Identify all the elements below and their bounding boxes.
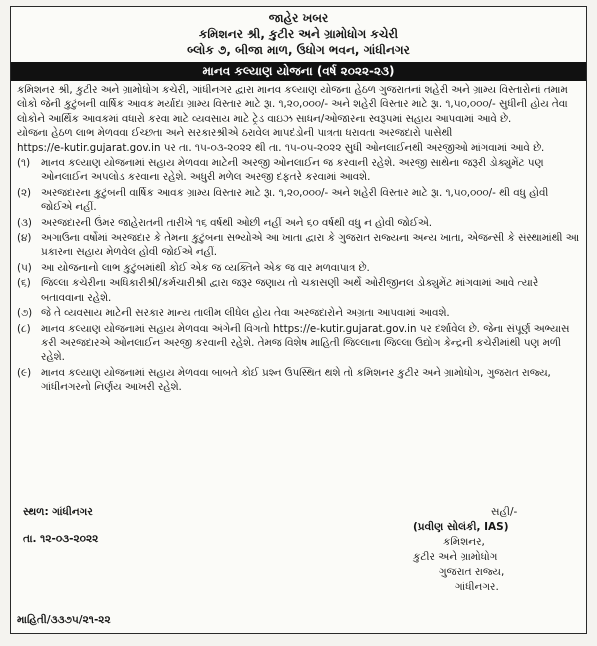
list-item [17,216,580,230]
conditions-list [11,155,586,395]
item-number: (૨) [17,186,32,199]
application-dates: પર તા. ૧૫-૦૩-૨૦૨૨ થી તા. ૧૫-૦૫-૨૦૨૨ સુધી ઓનલાઈનથી અરજીઓ માંગવામાં આવે છે. [163,141,545,154]
reference-number: માહિતી/૩૩૭૫/૨૧-૨૨ [17,614,111,626]
item-text: માનવ કલ્યાણ યોજનામાં સહાય મેળવવા બાબતે કોઈ પ્રશ્ન ઉપસ્થિત થશે તો કમિશનર કુટીર અને ગ્રામોધોગ, ગુજરાત રાજ્ય, ગાંધીનગરનો નિર્ણય આખરી રહેશે. [41,366,551,394]
item-text: માનવ કલ્યાણ યોજનામાં સહાય મેળવવા અંગેની વિગતો https://e-kutir.gujarat.gov.in પર દર્શાવેલ છે. જેના સંપૂર્ણ અભ્યાસ કરી અરજદારએ ઓનલાઈન અરજી કરવાની રહેશે. તેમજ વિશેષ માહિતી જિલ્લાના જિલ્લા ઉદ્યોગ કેન્દ્રની કચેરીમાંથી પણ મળી રહેશે. [41,322,570,364]
item-number: (૩) [17,216,32,229]
date-label: તા. ૧૨-૦૩-૨૦૨૨ [23,533,99,545]
application-text: યોજના હેઠળ લાભ મેળવવા ઈચ્છતા અને સરકારશ્રીએ ઠરાવેલ માપદંડોની પાત્રતા ધરાવતા અરજદારો પાસેથી [17,127,453,140]
scheme-title-banner: માનવ કલ્યાણ યોજના (વર્ષ ૨૦૨૨-૨૩) [11,62,586,81]
signature-mark: સહી/- [491,506,518,518]
list-item [17,231,580,260]
item-number: (૬) [17,277,31,290]
list-item [17,306,580,320]
item-text: જે તે વ્યવસાય માટેની સરકાર માન્ય તાલીમ લીધેલ હોય તેવા અરજદારોને અગ્રતા આપવામાં આવશે. [41,307,450,320]
item-text: અગાઉના વર્ષોમાં અરજદાર કે તેમના કુટુંબના સભ્યોએ આ ખાતા દ્વારા કે ગુજરાત રાજ્યના અન્ય ખાતા, એજન્સી કે સંસ્થામાંથી આ પ્રકારના સહાય મેળવેલ હોવી જોઈએ નહીં. [41,232,579,259]
list-item [17,261,580,275]
item-number: (૧) [17,157,31,170]
item-number: (૭) [17,307,33,320]
place-label: સ્થળ: ગાંધીનગર [23,506,93,518]
item-text: આ યોજનાનો લાભ કુટુંબમાંથી કોઈ એક જ વ્યક્તિને એક જ વાર મળવાપાત્ર છે. [41,261,370,274]
item-text: જિલ્લા કચેરીના અધિકારીશ્રી/કર્મચારીશ્રી દ્વારા જરૂર જણાય તો ચકાસણી અર્થે ઓરીજીનલ ડોક્યુમેંટ માંગવામાં આવે ત્યારે બતાવવાના રહેશે. [41,277,539,304]
list-item [17,322,580,365]
item-text: અરજદારના કુટુંબની વાર્ષિક આવક ગ્રામ્ય વિસ્તાર માટે રૂા. ૧,૨૦,૦૦૦/- અને શહેરી વિસ્તાર માટે રૂા. ૧,૫૦,૦૦૦/- થી વધુ હોવી જોઈએ નહીં. [41,186,549,214]
signer-state: ગુજરાત રાજ્ય, [439,566,505,578]
portal-link[interactable]: https://e-kutir.gujarat.gov.in [17,141,161,154]
signature-block [403,505,583,595]
office-address: બ્લોક ૭, બીજા માળ, ઉધોગ ભવન, ગાંધીનગર [187,43,410,57]
signer-department: કુટીર અને ગ્રામોધોગ [413,551,498,563]
item-number: (૯) [17,366,32,379]
list-item [17,366,580,395]
notice-header [11,7,586,58]
signer-name: (પ્રવીણ સોલંકી, IAS) [413,521,509,533]
signer-city: ગાંધીનગર. [455,581,499,593]
item-number: (૮) [17,322,31,335]
item-number: (૪) [17,232,32,245]
list-item [17,276,580,305]
application-paragraph [17,126,580,155]
office-name: કમિશનર શ્રી, કુટીર અને ગ્રામોધોગ કચેરી [198,27,399,41]
notice-heading: જાહેર ખબર [268,11,329,25]
list-item [17,186,580,215]
intro-paragraph: કમિશનર શ્રી, કુટીર અને ગ્રામોધોગ કચેરી, ગાંધીનગર દ્વારા માનવ કલ્યાણ યોજના હેઠળ ગુજરાતનાં શહેરી અને ગ્રામ્ય વિસ્તારોનાં તમામ લોકો જેની કુટુંબની વાર્ષિક આવક મર્યાદા ગ્રામ્ય વિસ્તાર માટે રૂા. ૧,૨૦,૦૦૦/- અને શહેરી વિસ્તાર માટે રૂા. ૧,૫૦,૦૦૦/- સુધીની હોય તેવા લોકોને આર્થિક આવકમાં વધારો કરવા માટે વ્યવસાય માટે ટ્રેડ વાઇઝ સાધન/ઓજારના સ્વરૂપમાં સહાય આપવામાં આવે છે. [17,84,568,125]
item-number: (૫) [17,261,32,274]
intro-section [11,81,586,155]
place-date-block [17,505,229,547]
notice-page [10,6,587,634]
item-text: અરજદારની ઉંમર જાહેરાતની તારીખે ૧૬ વર્ષથી ઓછી નહીં અને ૬૦ વર્ષથી વધુ ન હોવી જોઈએ. [41,216,432,229]
list-item [17,156,580,185]
item-text: માનવ કલ્યાણ યોજનામાં સહાય મેળવવા માટેની અરજી ઓનલાઈન જ કરવાની રહેશે. અરજી સાથેના જરૂરી ડોક્યુમેંટ પણ ઓનલાઈન અપલોડ કરવાના રહેશે. અધુરી મળેલ અરજી દફતરે કરવામાં આવશે. [41,157,544,184]
signer-title: કમિશનર, [443,536,485,548]
